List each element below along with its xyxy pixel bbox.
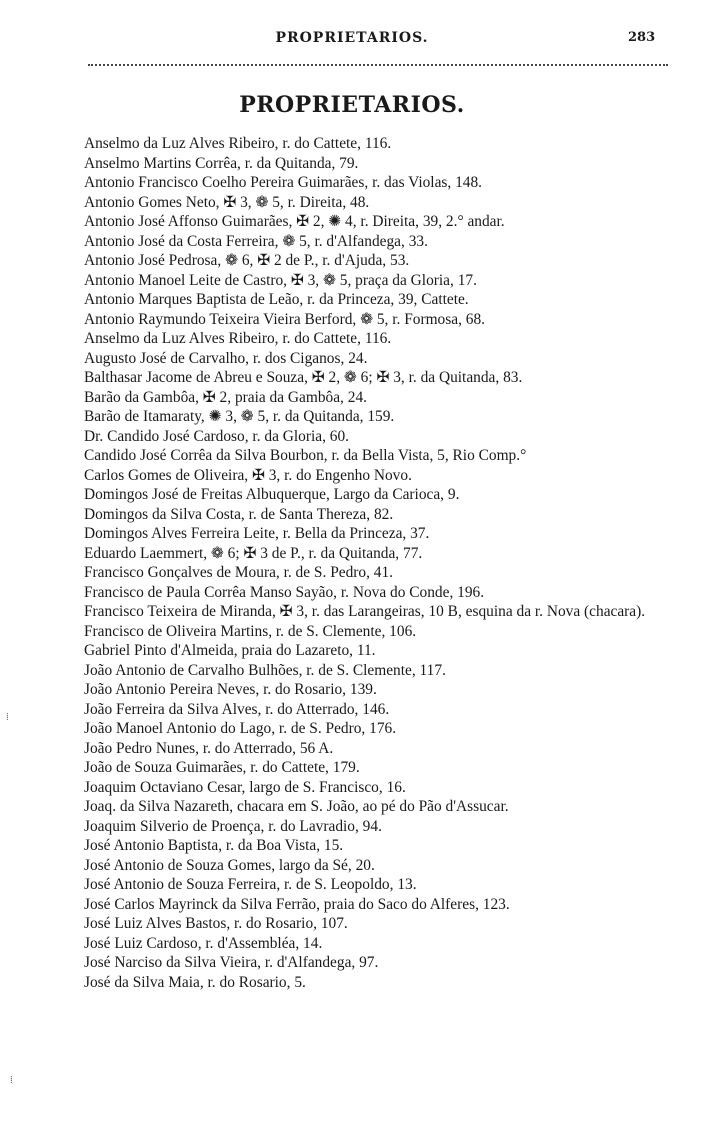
margin-mark: ⁞ bbox=[10, 1075, 13, 1086]
page-number: 283 bbox=[628, 30, 656, 45]
list-item: José da Silva Maia, r. do Rosario, 5. bbox=[84, 973, 306, 991]
list-item: Eduardo Laemmert, ❁ 6; ✠ 3 de P., r. da Quitanda, 77. bbox=[84, 544, 423, 562]
list-item: Domingos José de Freitas Albuquerque, Largo da Carioca, 9. bbox=[84, 486, 460, 503]
list-item: José Antonio Baptista, r. da Boa Vista, 15. bbox=[84, 837, 344, 854]
list-item: Francisco de Oliveira Martins, r. de S. Clemente, 106. bbox=[84, 622, 417, 640]
list-item: Anselmo da Luz Alves Ribeiro, r. do Cattete, 116. bbox=[84, 330, 392, 347]
list-item: Dr. Candido José Cardoso, r. da Gloria, 60. bbox=[84, 427, 350, 445]
list-item: Anselmo Martins Corrêa, r. da Quitanda, 79. bbox=[84, 154, 359, 172]
list-item: José Antonio de Souza Ferreira, r. de S. Leopoldo, 13. bbox=[84, 876, 417, 893]
list-item: João Ferreira da Silva Alves, r. do Atterrado, 146. bbox=[84, 700, 390, 718]
list-item: Antonio Manoel Leite de Castro, ✠ 3, ❁ 5, praça da Gloria, 17. bbox=[84, 271, 477, 289]
list-item: Antonio José Pedrosa, ❁ 6, ✠ 2 de P., r. d'Ajuda, 53. bbox=[84, 252, 410, 269]
list-item: João Manoel Antonio do Lago, r. de S. Pedro, 176. bbox=[84, 720, 397, 737]
list-item: Antonio Gomes Neto, ✠ 3, ❁ 5, r. Direita, 48. bbox=[84, 193, 370, 211]
list-item: Domingos da Silva Costa, r. de Santa Thereza, 82. bbox=[84, 505, 394, 523]
list-item: João Pedro Nunes, r. do Atterrado, 56 A. bbox=[84, 739, 334, 757]
list-item: Carlos Gomes de Oliveira, ✠ 3, r. do Engenho Novo. bbox=[84, 466, 412, 484]
margin-mark: ⁞ bbox=[6, 712, 9, 723]
section-title: PROPRIETARIOS. bbox=[239, 92, 465, 118]
list-item: José Luiz Alves Bastos, r. do Rosario, 107. bbox=[84, 915, 348, 932]
list-item: João Antonio de Carvalho Bulhões, r. de S. Clemente, 117. bbox=[84, 661, 446, 679]
entry-list bbox=[84, 134, 664, 992]
running-title: PROPRIETARIOS. bbox=[275, 30, 429, 46]
list-item: Joaquim Octaviano Cesar, largo de S. Francisco, 16. bbox=[84, 778, 406, 796]
header-rule bbox=[88, 64, 668, 66]
list-item: Antonio José Affonso Guimarães, ✠ 2, ✺ 4, r. Direita, 39, 2.° andar. bbox=[84, 213, 505, 230]
list-item: Antonio Marques Baptista de Leão, r. da Princeza, 39, Cattete. bbox=[84, 291, 469, 308]
list-item: Antonio José da Costa Ferreira, ❁ 5, r. d'Alfandega, 33. bbox=[84, 232, 428, 250]
list-item: Francisco de Paula Corrêa Manso Sayão, r. Nova do Conde, 196. bbox=[84, 583, 485, 601]
list-item: Francisco Gonçalves de Moura, r. de S. Pedro, 41. bbox=[84, 564, 394, 581]
list-item: Balthasar Jacome de Abreu e Souza, ✠ 2, ❁ 6; ✠ 3, r. da Quitanda, 83. bbox=[84, 369, 523, 386]
list-item: Candido José Corrêa da Silva Bourbon, r. da Bella Vista, 5, Rio Comp.° bbox=[84, 447, 527, 464]
list-item: Joaquim Silverio de Proença, r. do Lavradio, 94. bbox=[84, 817, 382, 835]
list-item: Antonio Francisco Coelho Pereira Guimarães, r. das Violas, 148. bbox=[84, 174, 483, 191]
list-item: João de Souza Guimarães, r. do Cattete, 179. bbox=[84, 759, 360, 776]
list-item: Joaq. da Silva Nazareth, chacara em S. João, ao pé do Pão d'Assucar. bbox=[84, 798, 509, 815]
list-item: Francisco Teixeira de Miranda, ✠ 3, r. das Larangeiras, 10 B, esquina da r. Nova (chacara). bbox=[84, 603, 646, 620]
list-item: João Antonio Pereira Neves, r. do Rosario, 139. bbox=[84, 681, 377, 698]
list-item: Domingos Alves Ferreira Leite, r. Bella da Princeza, 37. bbox=[84, 525, 430, 542]
list-item: Augusto José de Carvalho, r. dos Ciganos, 24. bbox=[84, 349, 368, 367]
list-item: José Carlos Mayrinck da Silva Ferrão, praia do Saco do Alferes, 123. bbox=[84, 895, 510, 913]
list-item: Antonio Raymundo Teixeira Vieira Berford, ❁ 5, r. Formosa, 68. bbox=[84, 310, 486, 328]
list-item: Barão da Gambôa, ✠ 2, praia da Gambôa, 24. bbox=[84, 388, 367, 406]
list-item: Anselmo da Luz Alves Ribeiro, r. do Cattete, 116. bbox=[84, 135, 392, 152]
list-item: José Luiz Cardoso, r. d'Assembléa, 14. bbox=[84, 934, 323, 952]
list-item: José Narciso da Silva Vieira, r. d'Alfandega, 97. bbox=[84, 954, 379, 971]
list-item: Gabriel Pinto d'Almeida, praia do Lazareto, 11. bbox=[84, 642, 376, 659]
list-item: Barão de Itamaraty, ✺ 3, ❁ 5, r. da Quitanda, 159. bbox=[84, 408, 395, 425]
list-item: José Antonio de Souza Gomes, largo da Sé, 20. bbox=[84, 856, 375, 874]
